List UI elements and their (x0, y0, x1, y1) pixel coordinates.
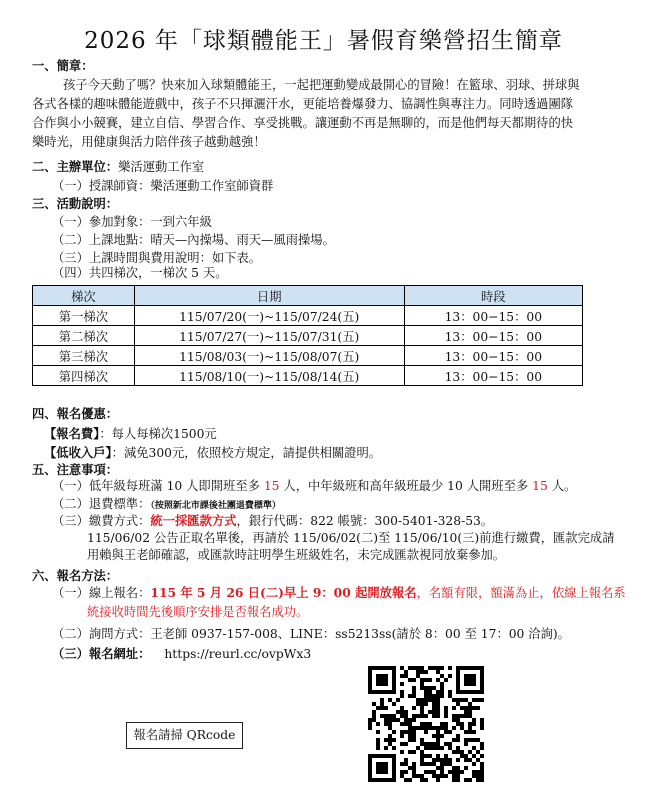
date-cell: 115/07/27(一)~115/07/31(五) (134, 326, 404, 346)
note-text: 人，中年級班和高年級班最少 10 人開班至多 (279, 479, 533, 493)
table-row (33, 306, 583, 326)
table-header-row (33, 286, 583, 306)
signup-label: （一）線上報名： (52, 586, 151, 600)
time-cell: 13：00−15：00 (404, 306, 582, 326)
low-income-line (44, 444, 381, 462)
intro-line-1: 孩子今天動了嗎？快來加入球類體能王，一起把運動變成最開心的冒險！在籃球、羽球、拼球與 (63, 78, 580, 92)
low-income-label: 【低收入戶】 (44, 445, 112, 460)
session-cell: 第二梯次 (33, 326, 135, 346)
time-cell: 13：00−15：00 (404, 346, 582, 366)
date-cell: 115/07/20(一)~115/07/24(五) (134, 306, 404, 326)
signup-open-time: 115 年 5 月 26 日(二)早上 9：00 起開放報名 (150, 585, 417, 600)
signup-url-label: （三）報名網址： (52, 646, 151, 661)
note-text: （二）退費標準： (52, 497, 151, 511)
table-header-date: 日期 (134, 286, 404, 306)
max-count-highlight: 15 (532, 479, 548, 493)
section-3-heading: 三、活動說明： (32, 196, 119, 211)
section-5-heading: 五、注意事項： (32, 462, 119, 477)
fee-line (44, 425, 217, 443)
activity-item-1: （一）參加對象：一到六年級 (52, 215, 212, 229)
activity-item-2: （二）上課地點：晴天—內操場、雨天—風雨操場。 (52, 233, 335, 247)
organizer-name: 樂活運動工作室 (118, 160, 205, 174)
date-cell: 115/08/10(一)~115/08/14(五) (134, 366, 404, 386)
fee-label: 【報名費】 (44, 426, 100, 441)
intro-line-2: 各式各樣的趣味體能遊戲中，孩子不只揮灑汗水，更能培養爆發力、協調性與專注力。同時透過團隊 (32, 97, 574, 111)
session-cell: 第三梯次 (33, 346, 135, 366)
section-2-heading: 二、主辦單位： (32, 159, 119, 174)
signup-url-line (52, 645, 311, 663)
low-income-text: ：減免300元，依照校方規定，請提供相關證明。 (111, 446, 382, 460)
max-count-highlight: 15 (263, 479, 280, 493)
intro-line-3: 合作與小小競賽，建立自信、學習合作、享受挑戰。讓運動不再是無聊的，而是他們每天都期待的快 (32, 116, 574, 130)
table-header-session: 梯次 (33, 286, 135, 306)
bank-account-text: ，銀行代碼：822 帳號：300-5401-328-53。 (236, 514, 494, 528)
time-cell: 13：00−15：00 (404, 366, 582, 386)
organizer-line (32, 158, 204, 176)
schedule-table (32, 285, 583, 386)
time-cell: 13：00−15：00 (404, 326, 582, 346)
session-cell: 第四梯次 (33, 366, 135, 386)
signup-note: ，名額有限，額滿為止，依線上報名系 (416, 586, 626, 600)
fee-text: ：每人每梯次1500元 (99, 427, 217, 441)
payment-detail-line-1: 115/06/02 公告正取名單後，再請於 115/06/02(二)至 115/06/10(三)前進行繳費，匯款完成請 (87, 531, 615, 545)
signup-url-link[interactable]: https://reurl.cc/ovpWx3 (164, 647, 312, 661)
page-title: 2026 年「球類體能王」暑假育樂營招生簡章 (84, 28, 563, 54)
section-1-heading: 一、簡章： (32, 58, 94, 73)
activity-item-4: （四）共四梯次，一梯次 5 天。 (52, 266, 228, 280)
signup-note-cont: 統接收時間先後順序安排是否報名成功。 (87, 605, 309, 619)
qrcode-image[interactable] (368, 666, 484, 782)
session-cell: 第一梯次 (33, 306, 135, 326)
refund-standard-note: （按照新北市課後社團退費標準） (150, 501, 281, 511)
payment-method-highlight: 統一採匯款方式 (150, 513, 237, 528)
section-4-heading: 四、報名優惠： (32, 406, 119, 421)
table-row (33, 366, 583, 386)
date-cell: 115/08/03(一)~115/08/07(五) (134, 346, 404, 366)
note-text: （一）低年級每班滿 10 人即開班至多 (52, 479, 264, 493)
table-header-time: 時段 (404, 286, 582, 306)
contact-line: （二）詢問方式：王老師 0937-157-008、LINE：ss5213ss(請於 8：00 至 17：00 洽詢)。 (52, 627, 570, 641)
qrcode-label: 報名請掃 QRcode (126, 722, 243, 749)
teacher-line: （一）授課師資：樂活運動工作室師資群 (52, 179, 274, 193)
table-row (33, 346, 583, 366)
note-text: 人。 (547, 479, 577, 493)
section-6-heading: 六、報名方法： (32, 568, 119, 583)
intro-line-4: 樂時光，用健康與活力陪伴孩子越動越強！ (32, 135, 266, 149)
note-text: （三）繳費方式： (52, 514, 151, 528)
note-class-size (52, 477, 576, 495)
activity-item-3: （三）上課時間與費用說明：如下表。 (52, 251, 262, 265)
table-row (33, 326, 583, 346)
online-signup-line (52, 584, 626, 602)
payment-detail-line-2: 用賴與王老師確認，或匯款時註明學生班級姓名，未完成匯款視同放棄參加。 (87, 548, 506, 562)
note-payment (52, 512, 493, 530)
